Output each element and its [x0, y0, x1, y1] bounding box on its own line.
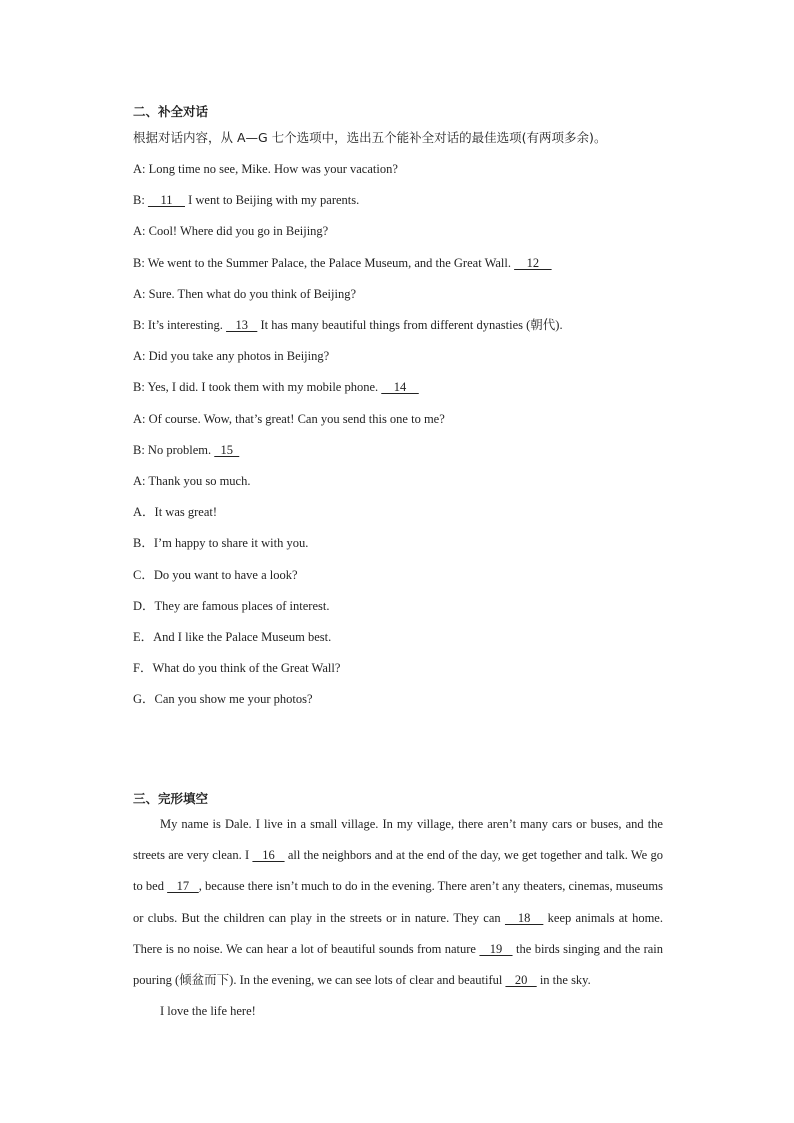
dialogue-text: It has many beautiful things from different dynasties (朝代).	[257, 318, 563, 332]
passage-text: , because there isn’t much to do in the evening. There aren’t any theaters, cinemas, museums or clubs. But the children can play in the streets or in nature. They can	[133, 879, 663, 925]
dialogue-text: I went to Beijing with my parents.	[184, 193, 360, 208]
dialogue-line	[133, 411, 445, 427]
dialogue-line	[133, 442, 239, 458]
cloze-paragraph	[133, 809, 663, 996]
answer-blank: 19	[479, 941, 513, 956]
section2-instruction: 根据对话内容，从 A—G 七个选项中，选出五个能补全对话的最佳选项(有两项多余)。	[133, 130, 607, 145]
dialogue-text: B: We went to the Summer Palace, the Palace Museum, and the Great Wall.	[133, 255, 515, 270]
dialogue-line	[133, 161, 398, 177]
option-item: D．They are famous places of interest.	[133, 598, 330, 613]
dialogue-text: A: Sure. Then what do you think of Beijing?	[133, 286, 357, 301]
passage-text: keep animals at home. There is no noise. We can hear a lot of beautiful sounds from nature	[133, 910, 663, 956]
section3-heading: 三、完形填空	[133, 791, 209, 806]
dialogue-text: A: Thank you so much.	[133, 474, 251, 488]
dialogue-line	[133, 223, 328, 239]
passage-text: all the neighbors and at the end of the day, we get together and talk. We go to bed	[133, 848, 664, 894]
dialogue-text: B: No problem.	[133, 442, 215, 457]
dialogue-text: A: Of course. Wow, that’s great! Can you send this one to me?	[133, 411, 445, 426]
dialogue-text: B:	[133, 193, 148, 208]
dialogue-line	[133, 473, 250, 489]
option-item: C．Do you want to have a look?	[133, 567, 298, 582]
answer-blank: 16	[252, 848, 285, 863]
dialogue-line	[133, 348, 329, 364]
dialogue-line	[133, 192, 359, 208]
section2-heading: 二、补全对话	[133, 104, 209, 119]
passage-text: in the sky.	[536, 973, 591, 988]
answer-blank: 20	[505, 973, 537, 988]
dialogue-line	[133, 379, 419, 395]
answer-blank: 12	[514, 255, 552, 270]
answer-blank: 11	[147, 193, 185, 208]
answer-blank: 18	[504, 910, 544, 925]
passage-text: My name is Dale. I live in a small village. In my village, there aren’t many cars or buses, and the streets are very clean. I	[133, 817, 663, 863]
option-item: E．And I like the Palace Museum best.	[133, 630, 332, 644]
dialogue-text: B: It’s interesting.	[133, 318, 227, 332]
dialogue-text: A: Long time no see, Mike. How was your vacation?	[133, 162, 398, 176]
dialogue-line	[133, 255, 552, 271]
option-item: F．What do you think of the Great Wall?	[133, 661, 341, 676]
answer-blank: 15	[214, 442, 240, 457]
answer-blank: 13	[226, 318, 258, 332]
dialogue-text: A: Did you take any photos in Beijing?	[133, 349, 330, 364]
answer-blank: 14	[381, 380, 419, 395]
cloze-passage	[133, 809, 663, 1027]
cloze-closing: I love the life here!	[160, 1004, 256, 1019]
option-item: G．Can you show me your photos?	[133, 692, 313, 707]
answer-blank: 17	[167, 879, 199, 894]
dialogue-line	[133, 286, 356, 302]
passage-text: the birds singing and the rain pouring (倾盆而下). In the evening, we can see lots of clear and beautiful	[133, 941, 663, 988]
option-item: B．I’m happy to share it with you.	[133, 536, 309, 551]
dialogue-line	[133, 317, 563, 333]
option-item: A．It was great!	[133, 505, 217, 520]
dialogue-text: A: Cool! Where did you go in Beijing?	[133, 224, 329, 239]
dialogue-text: B: Yes, I did. I took them with my mobile phone.	[133, 380, 382, 395]
